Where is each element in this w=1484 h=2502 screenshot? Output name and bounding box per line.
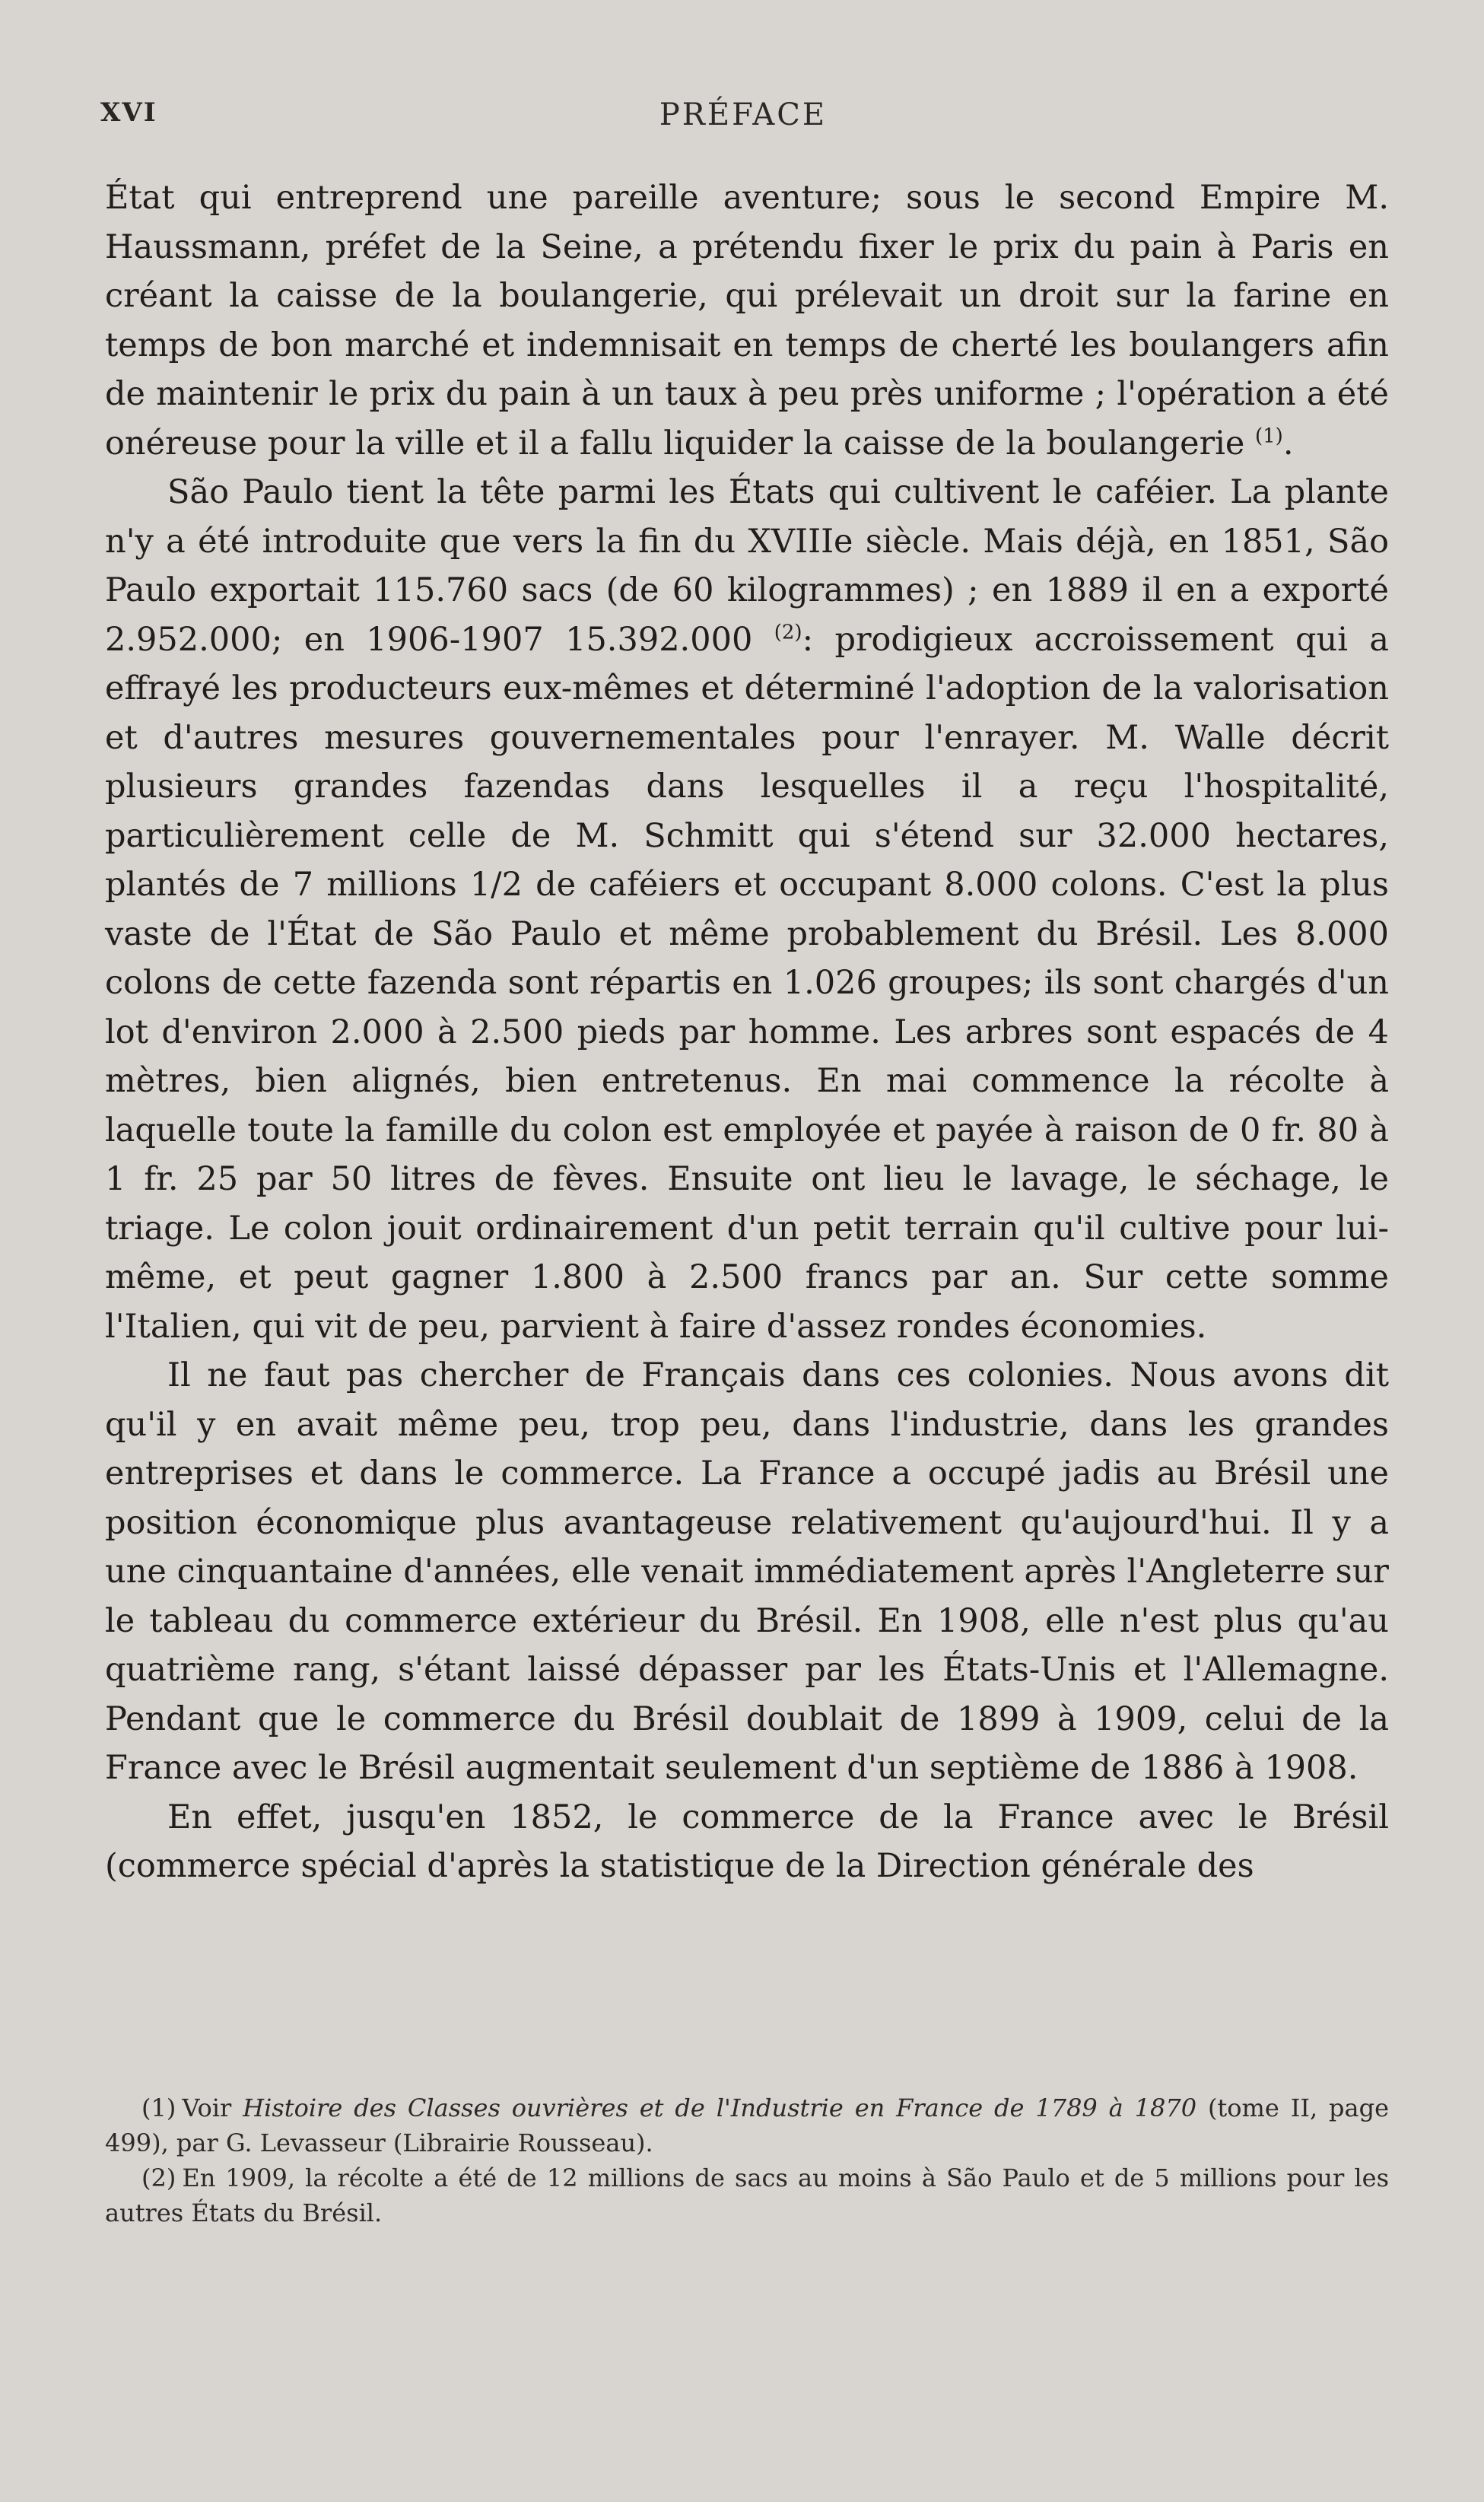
footnote-2-text: En 1909, la récolte a été de 12 millions de sacs au moins à São Paulo et de 5 millions pour les autres États du Brésil.	[105, 2163, 1389, 2227]
footnote-1-text-after: (tome II, page 499), par G. Levasseur (Librairie Rousseau).	[105, 2093, 1390, 2157]
footnote-1-number: (1)	[141, 2093, 176, 2122]
paragraph-2-text-after: : prodigieux accroissement qui a effrayé les producteurs eux-mêmes et déterminé l'adoption de la valorisation et d'autres mesures gouvernementales pour l'enrayer. M. Walle décrit plusieurs grandes fazendas dans lesquelles il a reçu l'hospitalité, particulièrement celle de M. Schmitt qui s'étend sur 32.000 hectares, plantés de 7 millions 1/2 de caféiers et occupant 8.000 colons. C'est la plus vaste de l'État de São Paulo et même probablement du Brésil. Les 8.000 colons de cette fazenda sont répartis en 1.026 groupes; ils sont chargés d'un lot d'environ 2.000 à 2.500 pieds par homme. Les arbres sont espacés de 4 mètres, bien alignés, bien entretenus. En mai commence la récolte à laquelle toute la famille du colon est employée et payée à raison de 0 fr. 80 à 1 fr. 25 par 50 litres de fèves. Ensuite ont lieu le lavage, le séchage, le triage. Le colon jouit ordinairement d'un petit terrain qu'il cultive pour lui-même, et peut gagner 1.800 à 2.500 francs par an. Sur cette somme l'Italien, qui vit de peu, parvient à faire d'assez rondes économies.	[105, 620, 1389, 1346]
paragraph-2-text-before: São Paulo tient la tête parmi les États qui cultivent le caféier. La plante n'y a été introduite que vers la fin du XVIIIe siècle. Mais déjà, en 1851, São Paulo exportait 115.760 sacs (de 60 kilogrammes) ; en 1889 il en a exporté 2.952.000; en 1906-1907 15.392.000	[105, 473, 1389, 659]
paragraph-3: Il ne faut pas chercher de Français dans ces colonies. Nous avons dit qu'il y en avait même peu, trop peu, dans l'industrie, dans les grandes entreprises et dans le commerce. La France a occupé jadis au Brésil une position économique plus avantageuse relativement qu'aujourd'hui. Il y a une cinquantaine d'années, elle venait immédiatement après l'Angleterre sur le tableau du commerce extérieur du Brésil. En 1908, elle n'est plus qu'au quatrième rang, s'étant laissé dépasser par les États-Unis et l'Allemagne. Pendant que le commerce du Brésil doublait de 1899 à 1909, celui de la France avec le Brésil augmentait seulement d'un septième de 1886 à 1908.	[105, 1356, 1389, 1787]
footnote-ref-1: (1)	[1255, 424, 1283, 448]
footnotes	[105, 2090, 1389, 2230]
footnote-1-text-before: Voir	[182, 2093, 232, 2122]
footnote-2	[105, 2160, 1389, 2230]
page-header	[100, 97, 1386, 143]
paragraph-1-text: État qui entreprend une pareille aventure; sous le second Empire M. Haussmann, préfet de la Seine, a prétendu fixer le prix du pain à Paris en créant la caisse de la boulangerie, qui prélevait un droit sur la farine en temps de bon marché et indemnisait en temps de cherté les boulangers afin de maintenir le prix du pain à un taux à peu près uniforme ; l'opération a été onéreuse pour la ville et il a fallu liquider la caisse de la boulangerie	[105, 179, 1389, 463]
paragraph-1	[105, 173, 1389, 468]
footnote-1	[105, 2090, 1389, 2160]
footnote-2-number: (2)	[141, 2163, 176, 2192]
paragraph-2	[105, 468, 1389, 1351]
page-number: XVI	[100, 97, 157, 128]
footnote-ref-2: (2)	[774, 621, 802, 644]
paragraph-4: En effet, jusqu'en 1852, le commerce de la France avec le Brésil (commerce spécial d'après la statistique de la Direction générale des	[105, 1798, 1389, 1885]
footnote-1-italic-title: Histoire des Classes ouvrières et de l'Industrie en France de 1789 à 1870	[243, 2093, 1197, 2122]
main-text	[105, 173, 1389, 1891]
paragraph-1-tail: .	[1282, 424, 1294, 463]
running-title: PRÉFACE	[659, 97, 828, 132]
